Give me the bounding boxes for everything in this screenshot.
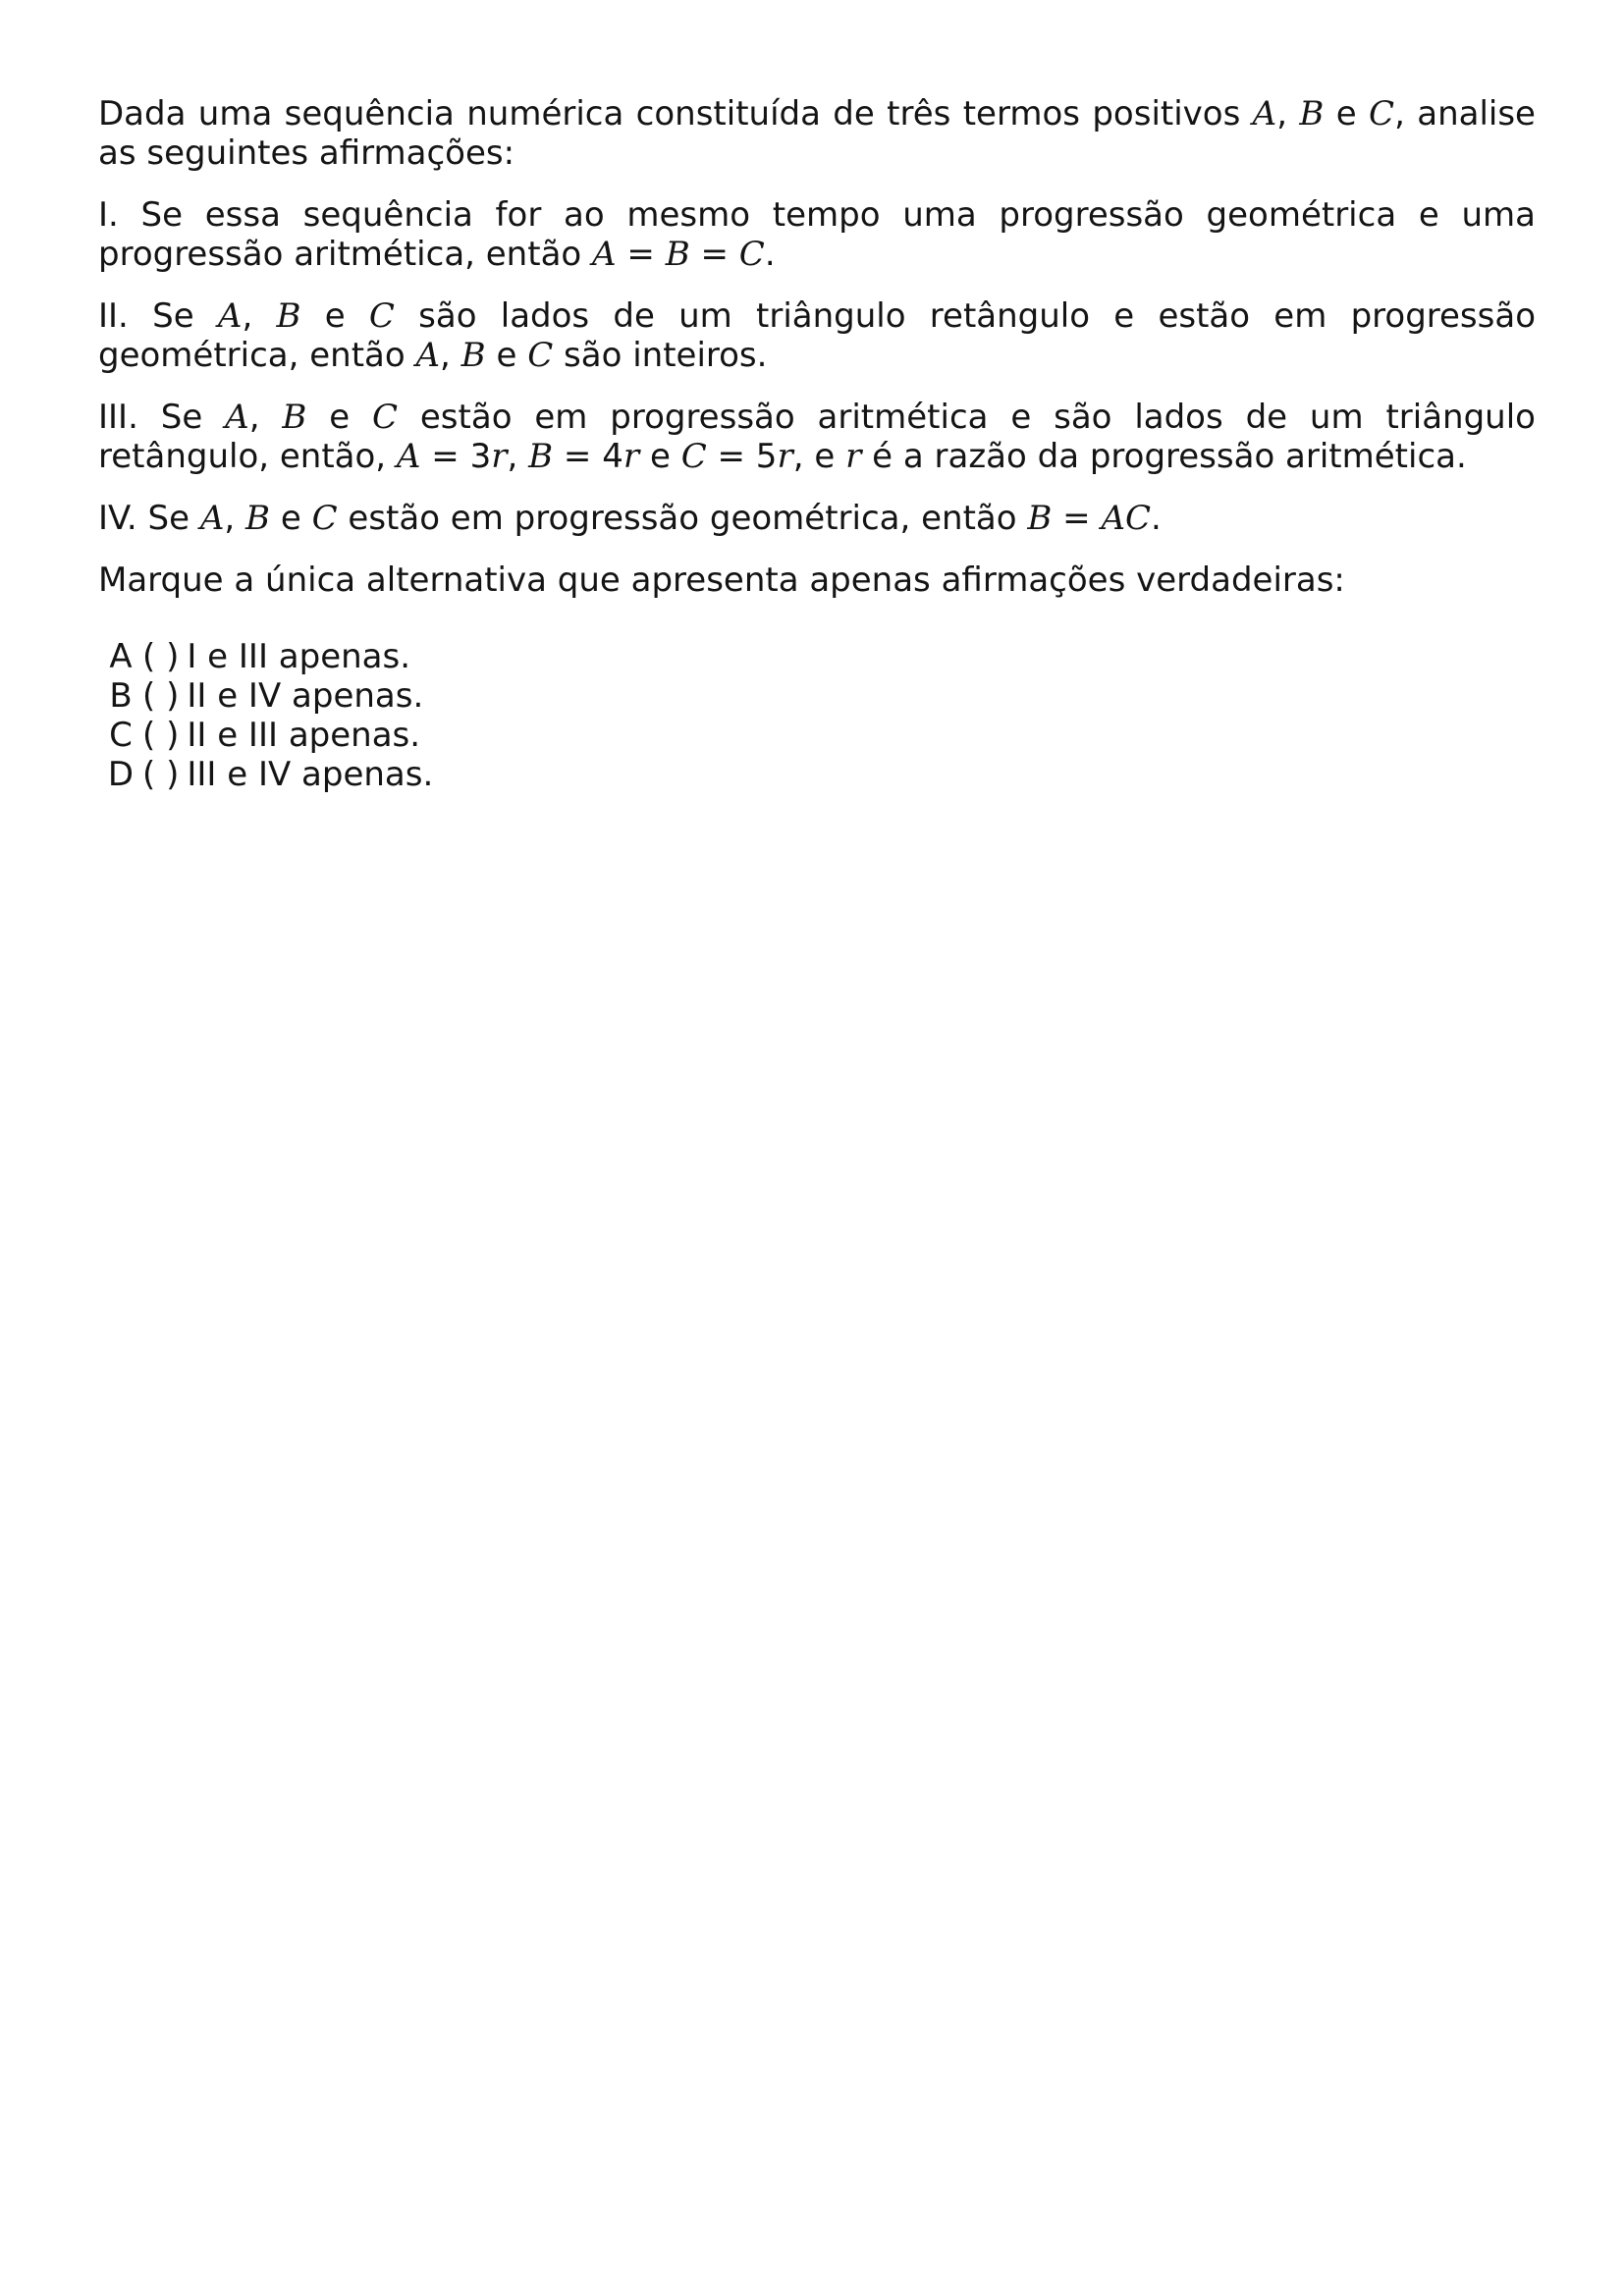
question-prompt: Marque a única alternativa que apresenta apenas afirmações verdadeiras: xyxy=(98,561,1345,600)
math-var-r: r xyxy=(845,437,862,476)
statement-iii: III. Se A, B e C estão em progressão aritmética e são lados de um triângulo retângulo, então, A = 3r, B = 4r e C = 5r, e r é a razão da progressão aritmética. xyxy=(98,398,1536,476)
math-var-a: A xyxy=(415,336,441,375)
statement-i: I. Se essa sequência for ao mesmo tempo uma progressão geométrica e uma progressão aritmética, então A = B = C. xyxy=(98,195,1536,274)
math-var-c: C xyxy=(368,296,395,336)
question-intro: Dada uma sequência numérica constituída de três termos positivos A, B e C, analise as seguintes afirmações: xyxy=(98,94,1536,173)
math-var-a: A xyxy=(592,235,617,274)
question-page xyxy=(98,94,1536,794)
option-checkbox[interactable]: ( ) xyxy=(142,676,180,716)
math-var-b: B xyxy=(665,235,690,274)
math-var-b: B xyxy=(528,437,554,476)
option-b[interactable] xyxy=(98,676,1536,716)
math-var-c: C xyxy=(372,398,399,437)
math-var-a: A xyxy=(225,398,249,437)
statement-label: II. xyxy=(98,296,129,336)
option-c[interactable] xyxy=(98,716,1536,755)
option-letter: C xyxy=(109,716,133,755)
math-var-c: C xyxy=(1369,94,1395,133)
math-var-ac: AC xyxy=(1101,499,1152,538)
math-var-c: C xyxy=(680,437,707,476)
math-var-a: A xyxy=(396,437,421,476)
math-var-b: B xyxy=(1299,94,1325,133)
math-var-b: B xyxy=(282,398,307,437)
option-checkbox[interactable]: ( ) xyxy=(142,716,180,755)
statement-label: IV. xyxy=(98,499,137,538)
option-checkbox[interactable]: ( ) xyxy=(142,755,180,794)
option-letter: A xyxy=(109,637,133,676)
statement-ii: II. Se A, B e C são lados de um triângulo retângulo e estão em progressão geométrica, então A, B e C são inteiros. xyxy=(98,296,1536,375)
option-a[interactable] xyxy=(98,637,1536,676)
math-var-r: r xyxy=(777,437,793,476)
math-var-a: A xyxy=(199,499,225,538)
option-checkbox[interactable]: ( ) xyxy=(142,637,180,676)
option-text: II e IV apenas. xyxy=(187,676,424,716)
math-var-c: C xyxy=(527,336,554,375)
math-var-b: B xyxy=(276,296,301,336)
math-var-r: r xyxy=(623,437,640,476)
option-letter: D xyxy=(107,755,135,794)
math-var-r: r xyxy=(491,437,508,476)
math-var-a: A xyxy=(1252,94,1277,133)
math-var-c: C xyxy=(311,499,338,538)
option-letter: B xyxy=(109,676,133,716)
option-d[interactable] xyxy=(98,755,1536,794)
option-text: II e III apenas. xyxy=(187,716,421,755)
option-text: I e III apenas. xyxy=(187,637,411,676)
math-var-c: C xyxy=(738,235,765,274)
statement-label: I. xyxy=(98,195,119,235)
math-var-b: B xyxy=(460,336,486,375)
statement-iv: IV. Se A, B e C estão em progressão geométrica, então B = AC. xyxy=(98,499,1162,538)
math-var-b: B xyxy=(245,499,271,538)
statement-label: III. xyxy=(98,398,138,437)
math-var-b: B xyxy=(1027,499,1053,538)
option-text: III e IV apenas. xyxy=(187,755,434,794)
answer-options xyxy=(98,637,1536,794)
math-var-a: A xyxy=(217,296,243,336)
